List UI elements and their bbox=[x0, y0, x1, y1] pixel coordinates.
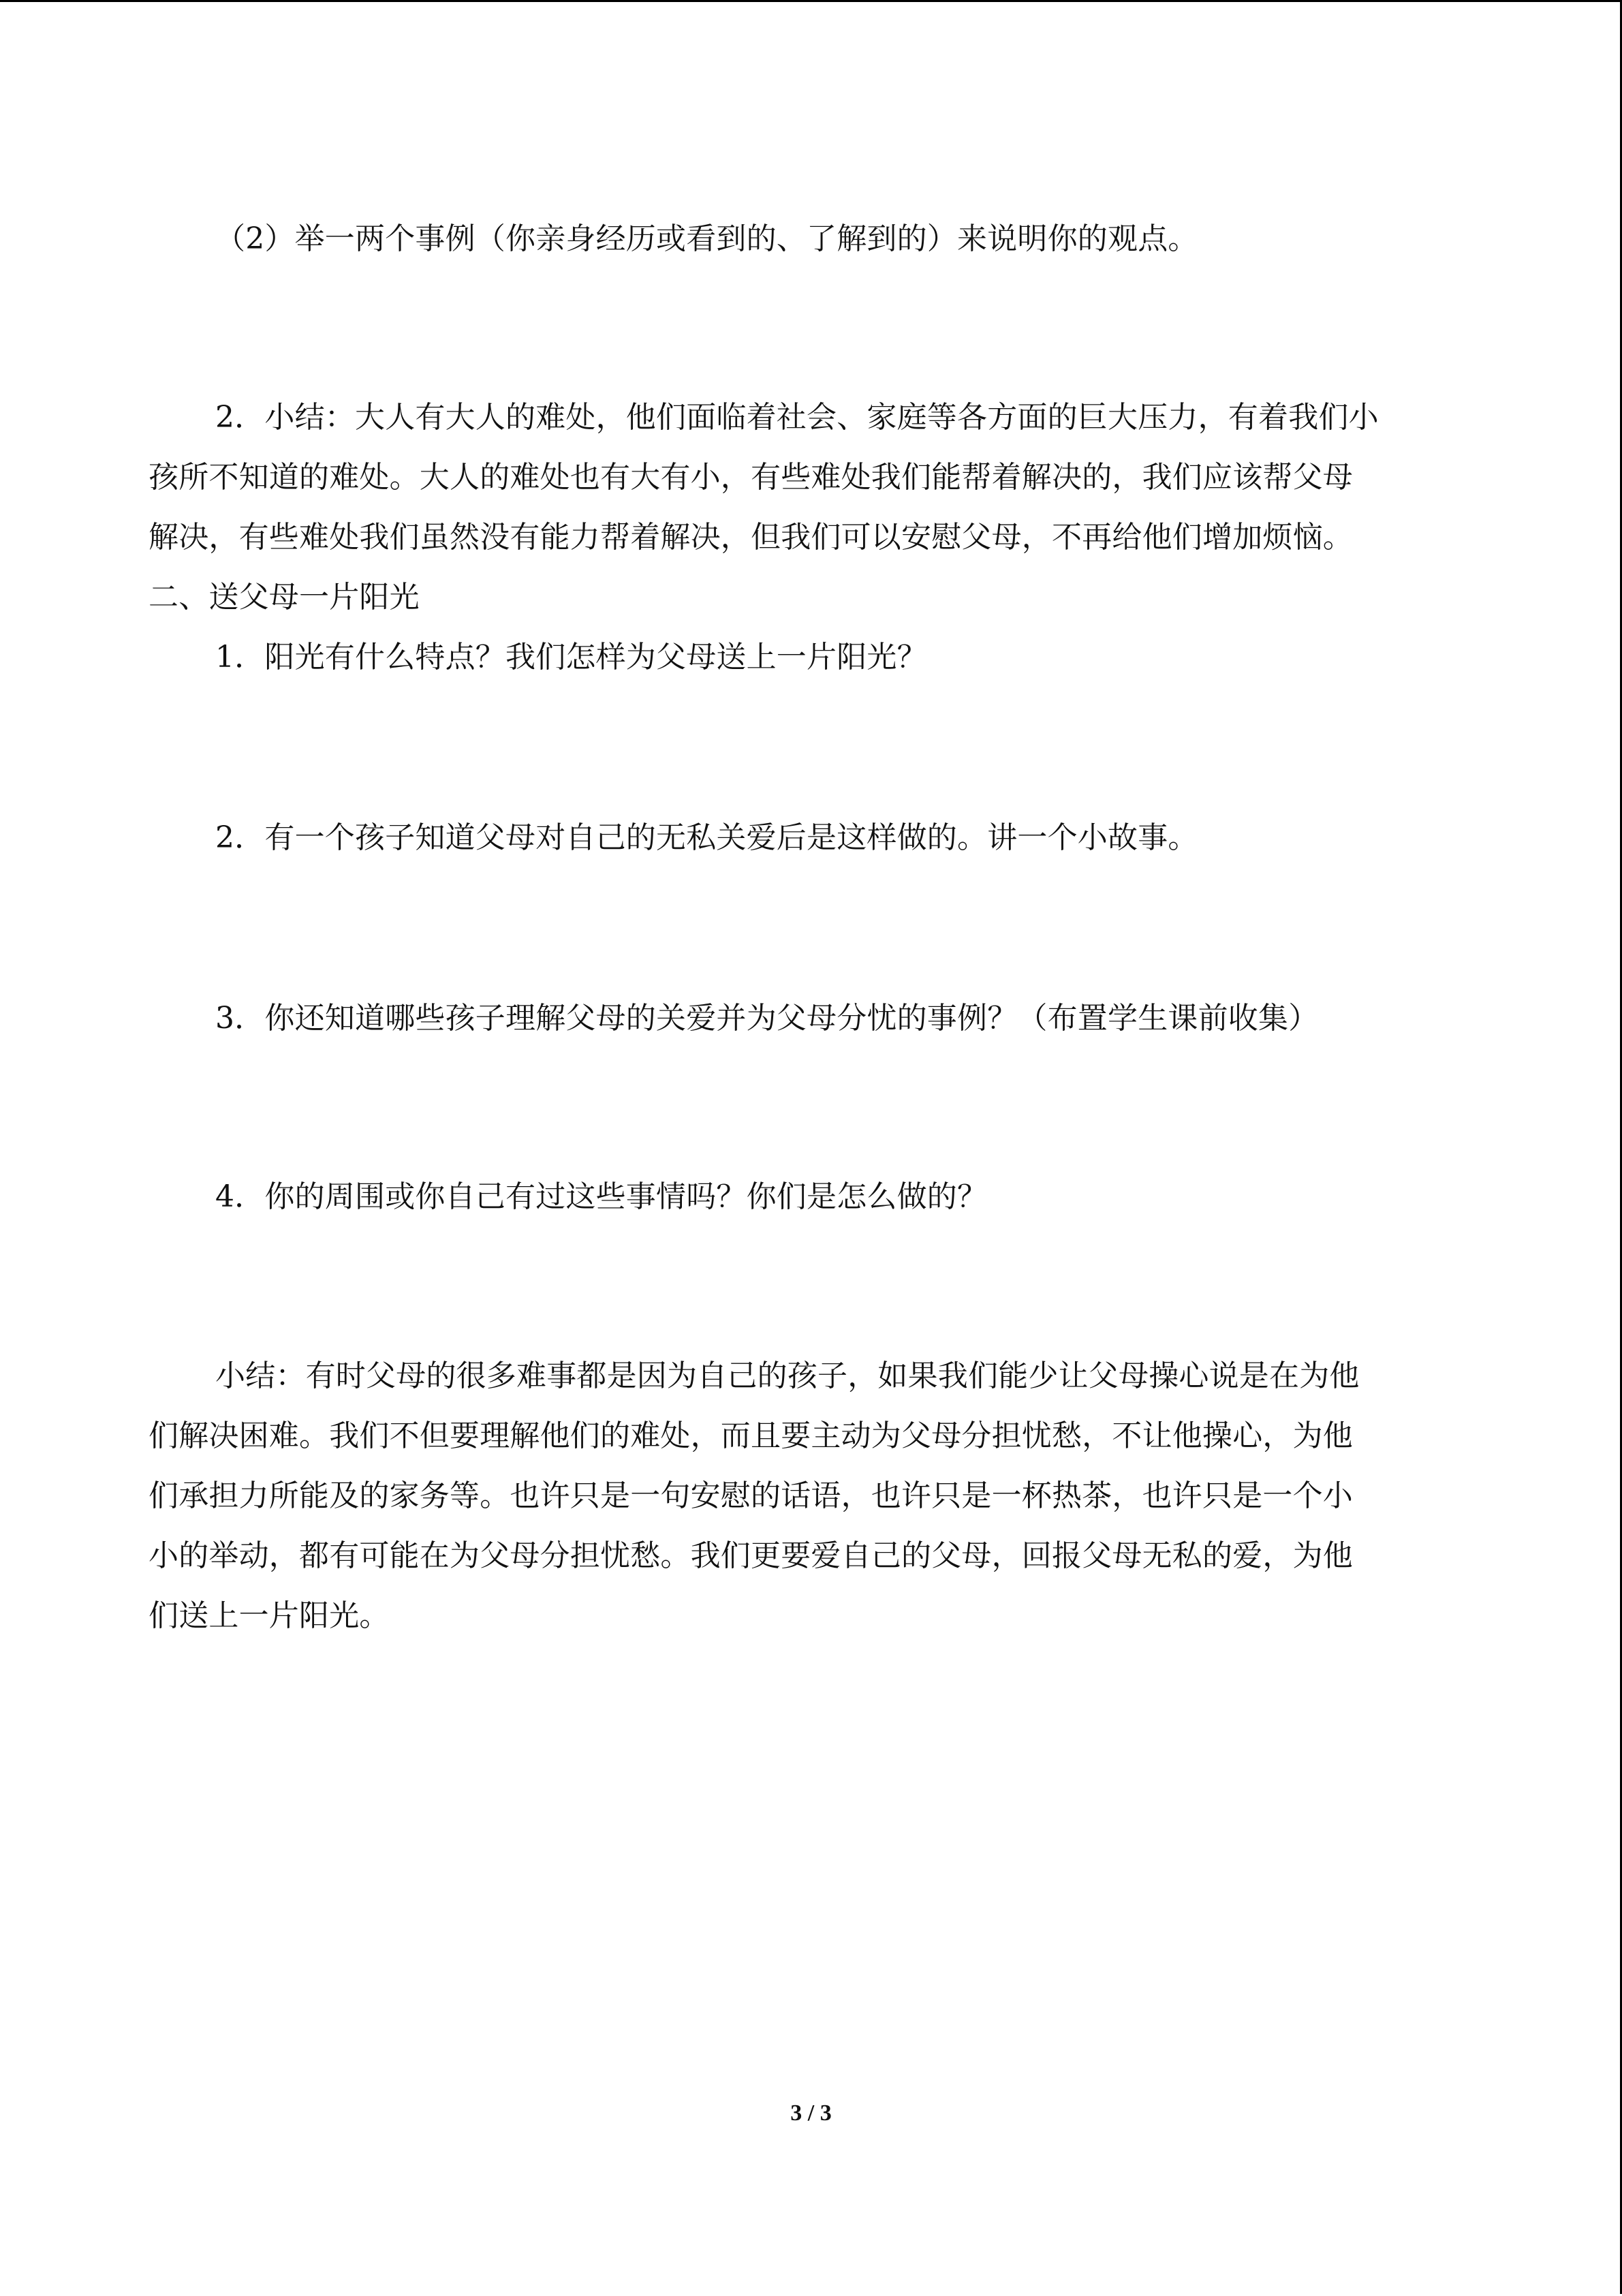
section-2-title: 二、送父母一片阳光 bbox=[149, 580, 420, 615]
final-summary-line-5: 们送上一片阳光。 bbox=[149, 1598, 390, 1633]
document-content bbox=[0, 2, 1622, 2296]
summary-2-line-2: 孩所不知道的难处。大人的难处也有大有小，有些难处我们能帮着解决的，我们应该帮父母 bbox=[149, 460, 1353, 495]
item-3-text: 3．你还知道哪些孩子理解父母的关爱并为父母分忧的事例？（布置学生课前收集） bbox=[215, 1001, 1319, 1036]
final-summary-line-2: 们解决困难。我们不但要理解他们的难处，而且要主动为父母分担忧愁，不让他操心，为他 bbox=[149, 1418, 1353, 1453]
question-2-text: （2）举一两个事例（你亲身经历或看到的、了解到的）来说明你的观点。 bbox=[215, 221, 1198, 256]
item-1-text: 1．阳光有什么特点？我们怎样为父母送上一片阳光？ bbox=[215, 640, 927, 674]
item-2-text: 2．有一个孩子知道父母对自己的无私关爱后是这样做的。讲一个小故事。 bbox=[215, 820, 1198, 855]
summary-2-line-3: 解决，有些难处我们虽然没有能力帮着解决，但我们可以安慰父母，不再给他们增加烦恼。 bbox=[149, 520, 1353, 555]
final-summary-line-4: 小的举动，都有可能在为父母分担忧愁。我们更要爱自己的父母，回报父母无私的爱，为他 bbox=[149, 1538, 1353, 1573]
final-summary-line-1: 小结：有时父母的很多难事都是因为自己的孩子，如果我们能少让父母操心说是在为他 bbox=[215, 1359, 1360, 1393]
page-number: 3 / 3 bbox=[790, 2100, 832, 2126]
summary-2-line-1: 2．小结：大人有大人的难处，他们面临着社会、家庭等各方面的巨大压力，有着我们小 bbox=[215, 400, 1379, 435]
final-summary-line-3: 们承担力所能及的家务等。也许只是一句安慰的话语，也许只是一杯热茶，也许只是一个小 bbox=[149, 1478, 1353, 1513]
item-4-text: 4．你的周围或你自己有过这些事情吗？你们是怎么做的？ bbox=[215, 1179, 988, 1214]
